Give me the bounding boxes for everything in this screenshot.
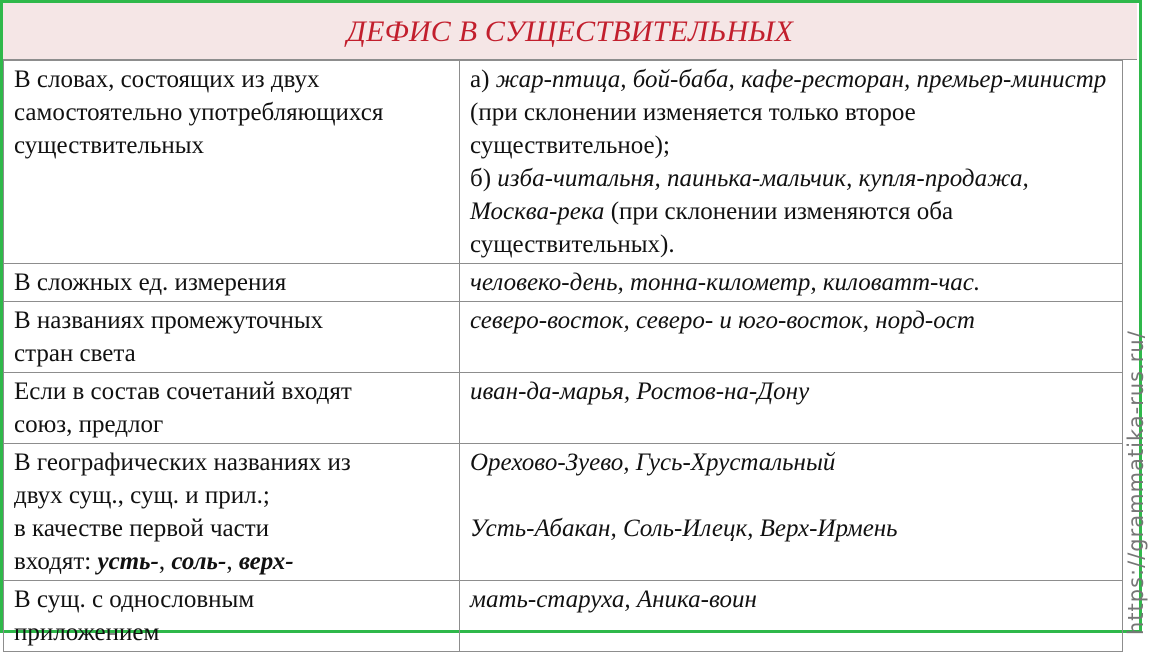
example-block-b (470, 162, 1112, 261)
rule-cell: В сложных ед. измерения (4, 264, 460, 302)
table-row (4, 61, 1123, 264)
example-cell: северо-восток, северо- и юго-восток, норд-ост (460, 302, 1123, 373)
rule-prefix: входят: (14, 548, 98, 575)
rule-cell (4, 373, 460, 444)
example-cell: иван-да-марья, Ростов-на-Дону (460, 373, 1123, 444)
example-marker: б) (470, 165, 498, 192)
prefix-usty: усть- (97, 548, 159, 575)
rule-line: В географических названиях из (14, 449, 351, 476)
rule-cell (4, 61, 460, 264)
rule-line: существительных (14, 132, 205, 159)
rule-line: В сущ. с однословным (14, 586, 255, 613)
example-cell: человеко-день, тонна-километр, киловатт-час. (460, 264, 1123, 302)
prefix-sol: соль- (171, 548, 227, 575)
rule-cell (4, 302, 460, 373)
rule-line: двух сущ., сущ. и прил.; (14, 482, 270, 509)
example-cell (460, 444, 1123, 581)
rule-line: В названиях промежуточных (14, 307, 324, 334)
example-block-a (470, 63, 1112, 162)
separator: , (226, 548, 239, 575)
rule-line: приложением (14, 619, 160, 646)
table-row (4, 444, 1123, 581)
table-row (4, 264, 1123, 302)
example-cell: мать-старуха, Аника-воин (460, 581, 1123, 652)
example-cell (460, 61, 1123, 264)
rule-cell (4, 581, 460, 652)
rule-line: Если в состав сочетаний входят (14, 378, 352, 405)
rule-line: самостоятельно употребляющихся (14, 99, 384, 126)
rule-line: союз, предлог (14, 411, 164, 438)
example-words: жар-птица, бой-баба, кафе-ресторан, премьер-министр (495, 66, 1107, 93)
rule-line: в качестве первой части (14, 515, 270, 542)
rule-cell (4, 444, 460, 581)
rule-line: стран света (14, 340, 136, 367)
example-note: (при склонении изменяются оба существительных). (470, 198, 954, 258)
page-title: ДЕФИС В СУЩЕСТВИТЕЛЬНЫХ (3, 3, 1137, 60)
example-marker: а) (470, 66, 496, 93)
separator: , (158, 548, 172, 575)
table-row (4, 373, 1123, 444)
prefix-verh: верх- (238, 548, 294, 575)
rule-line: В словах, состоящих из двух (14, 66, 320, 93)
spacer (470, 479, 1112, 512)
site-watermark: https://grammatika-rus.ru/ (1124, 330, 1148, 635)
table-row (4, 581, 1123, 652)
example-line: Орехово-Зуево, Гусь-Хрустальный (470, 449, 836, 476)
table-row (4, 302, 1123, 373)
rule-line (14, 545, 449, 578)
example-note: (при склонении изменяется только второе существительное); (470, 99, 916, 159)
example-line: Усть-Абакан, Соль-Илецк, Верх-Ирмень (470, 515, 898, 542)
example-words: изба-читальня, паинька-мальчик, купля-продажа, Москва-река (470, 165, 1029, 225)
hyphen-rules-table (3, 60, 1123, 652)
